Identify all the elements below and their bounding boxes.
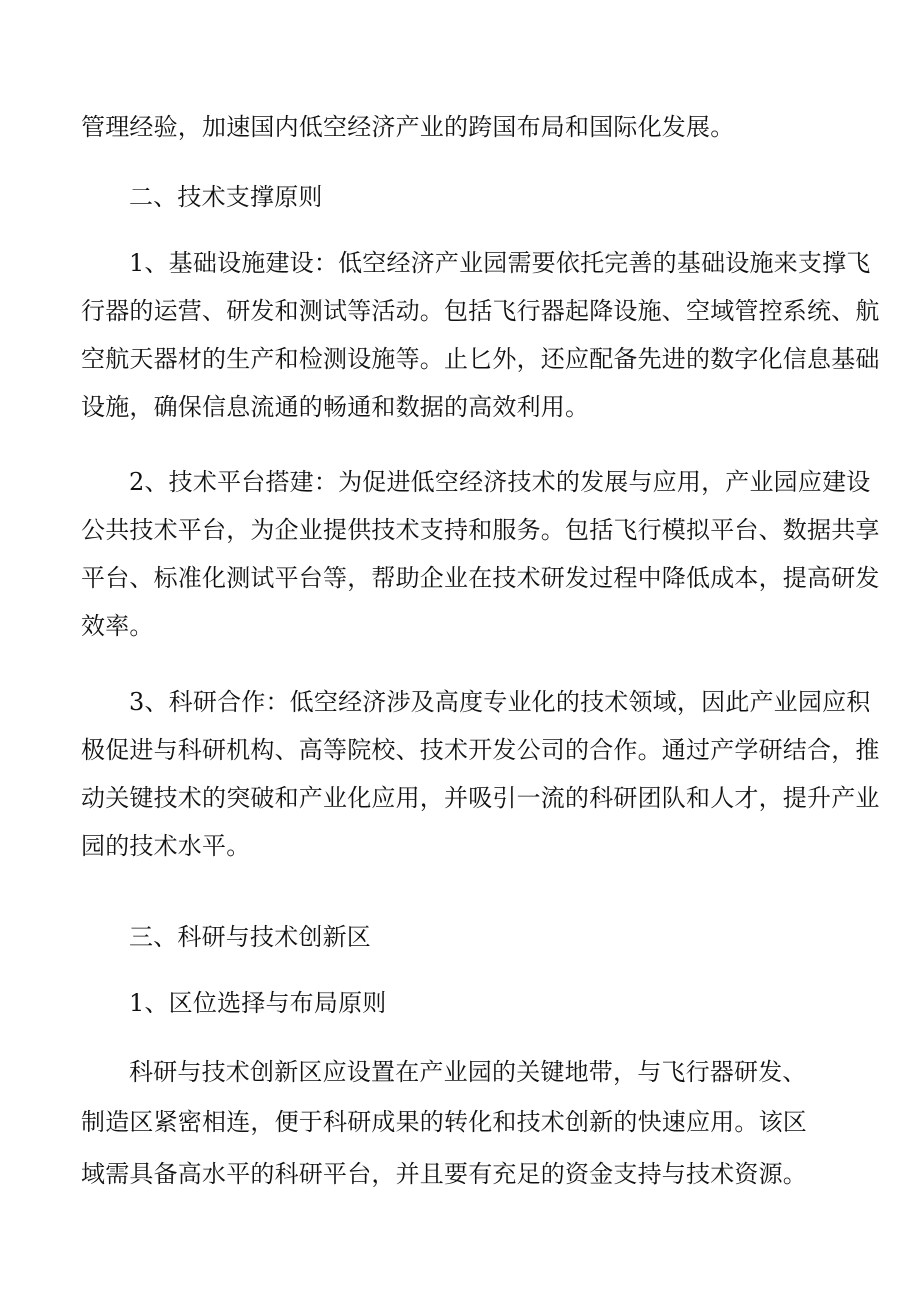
section-heading: 三、科研与技术创新区 — [129, 923, 371, 951]
paragraph-line: 管理经验，加速国内低空经济产业的跨国布局和国际化发展。 — [81, 113, 735, 141]
paragraph-line: 域需具备高水平的科研平台，并且要有充足的资金支持与技术资源。 — [81, 1160, 807, 1188]
paragraph-line: 设施，确保信息流通的畅通和数据的高效利用。 — [81, 393, 590, 421]
paragraph-line: 效率。 — [81, 612, 154, 640]
paragraph-line: 公共技术平台，为企业提供技术支持和服务。包括飞行模拟平台、数据共享 — [81, 516, 880, 544]
paragraph-line: 园的技术水平。 — [81, 832, 251, 860]
paragraph-line: 1、基础设施建设：低空经济产业园需要依托完善的基础设施来支撑飞 — [129, 249, 871, 277]
paragraph-line: 制造区紧密相连，便于科研成果的转化和技术创新的快速应用。该区 — [81, 1108, 807, 1136]
paragraph-line: 动关键技术的突破和产业化应用，并吸引一流的科研团队和人才，提升产业 — [81, 784, 880, 812]
paragraph-line: 空航天器材的生产和检测设施等。止匕外，还应配备先进的数字化信息基础 — [81, 345, 880, 373]
paragraph-line: 平台、标准化测试平台等，帮助企业在技术研发过程中降低成本，提高研发 — [81, 564, 880, 592]
paragraph-line: 极促进与科研机构、高等院校、技术开发公司的合作。通过产学研结合，推 — [81, 736, 880, 764]
paragraph-line: 2、技术平台搭建：为促进低空经济技术的发展与应用，产业园应建设 — [129, 468, 871, 496]
paragraph-line: 3、科研合作：低空经济涉及高度专业化的技术领域，因此产业园应积 — [129, 688, 871, 716]
subsection-heading: 1、区位选择与布局原则 — [129, 989, 387, 1017]
paragraph-line: 行器的运营、研发和测试等活动。包括飞行器起降设施、空域管控系统、航 — [81, 297, 880, 325]
paragraph-line: 科研与技术创新区应设置在产业园的关键地带，与飞行器研发、 — [129, 1058, 807, 1086]
section-heading: 二、技术支撑原则 — [129, 183, 323, 211]
